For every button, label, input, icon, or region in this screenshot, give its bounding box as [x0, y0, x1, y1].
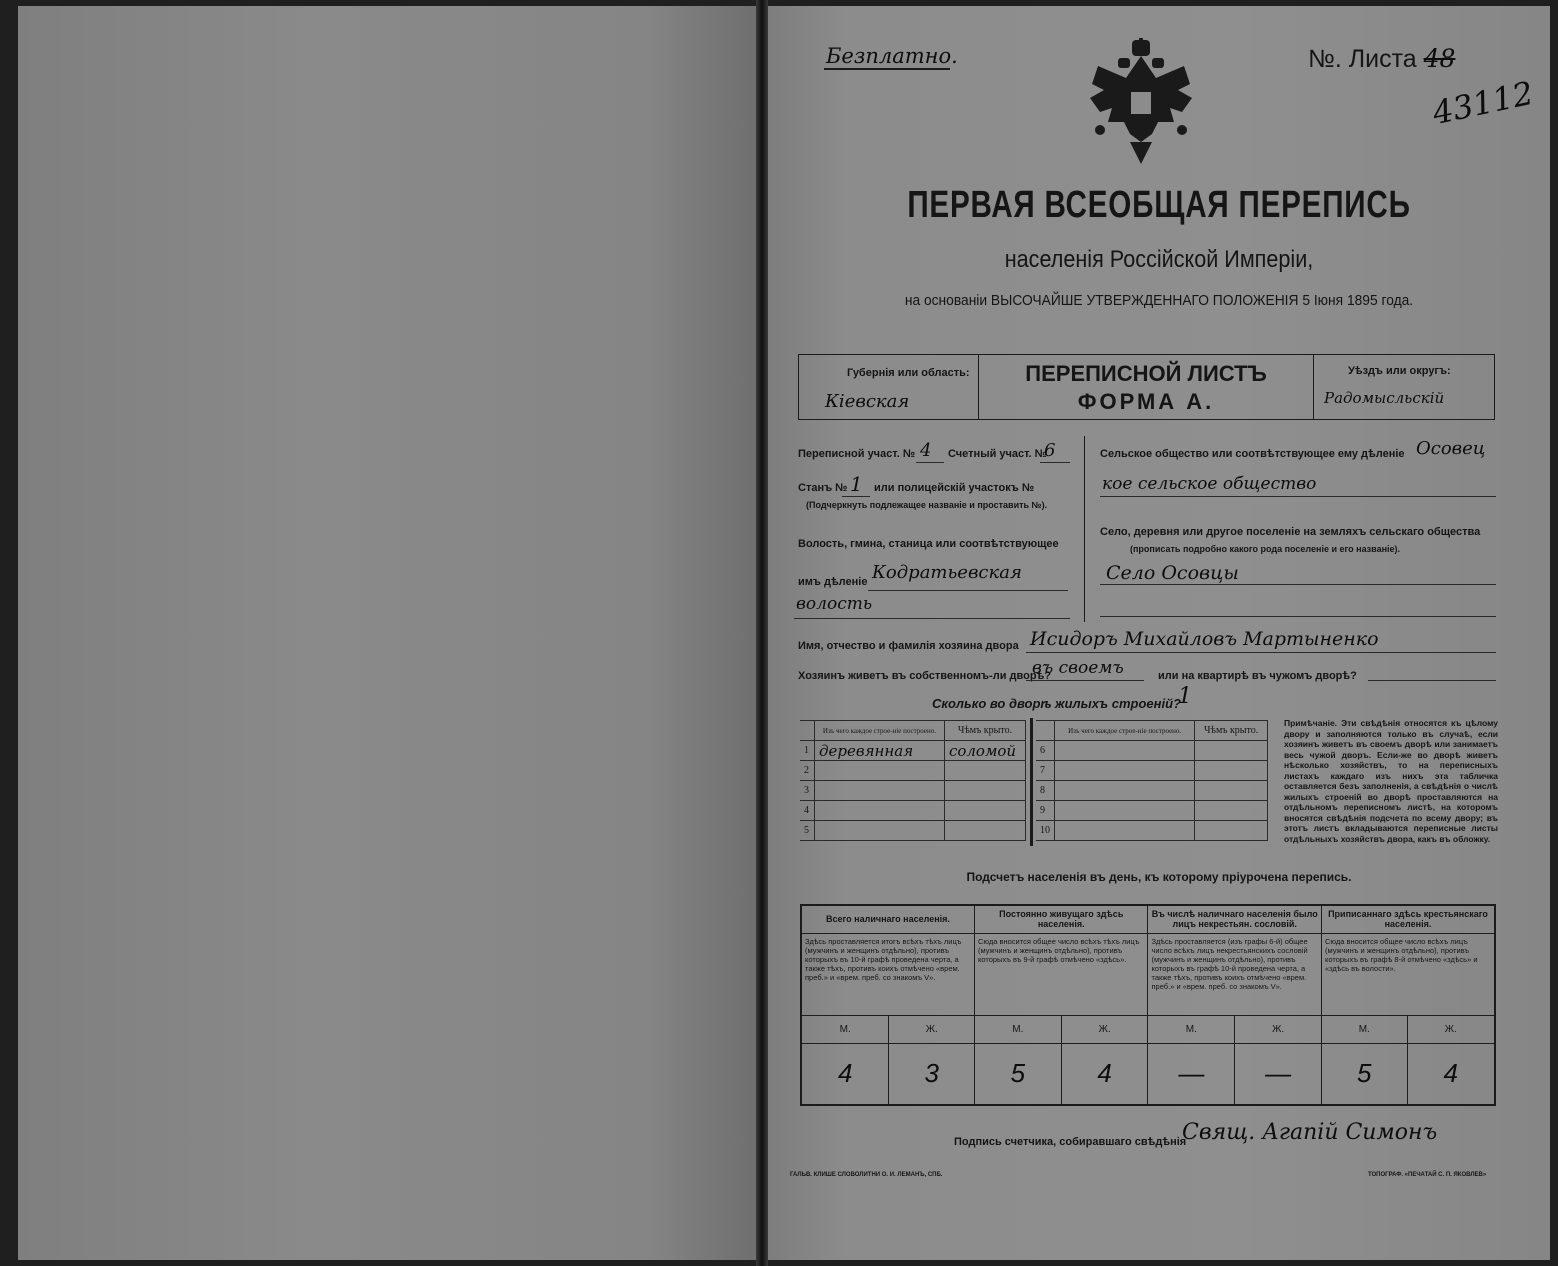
col-material-header: Изъ чего каждое строе-ніе построено.	[1055, 721, 1195, 741]
count-section-value: 6	[1044, 440, 1056, 461]
pop-col-2-desc: Сюда вносится общее число всѣхъ тѣхъ лицъ (мужчинъ и женщинъ отдѣльно), противъ которыхъ въ 9-й графѣ отмѣчено «здѣсь».	[974, 933, 1148, 1015]
pop-col-4-desc: Сюда вносится общее число всѣхъ лицъ (мужчинъ и женщинъ отдѣльно), противъ которыхъ въ графѣ 8-й отмѣчено «здѣсь» и «здѣсь въ волости».	[1321, 933, 1495, 1015]
double-headed-eagle-icon	[1086, 38, 1196, 166]
district-value: Радомысльскій	[1324, 389, 1445, 407]
note-title: Примѣчаніе.	[1284, 718, 1338, 728]
pop-col-2-head: Постоянно живущаго здѣсь населенія.	[974, 905, 1148, 933]
sheet-number-label: №. Листа	[1308, 45, 1417, 73]
male-label: М.	[1148, 1015, 1235, 1043]
volost-label: Волость, гмина, станица или соотвѣтствующее	[798, 538, 1059, 550]
pop-col-4-head: Приписаннаго здѣсь крестьянскаго населенія.	[1321, 905, 1495, 933]
population-table	[800, 904, 1496, 1106]
buildings-table-left	[800, 720, 1026, 841]
owner-name-line	[1026, 652, 1496, 653]
free-underline	[824, 68, 950, 70]
count-section-label: Счетный участ. №	[948, 448, 1047, 460]
male-label: М.	[974, 1015, 1061, 1043]
form-title-box	[978, 354, 1314, 420]
table-row: 6	[1036, 741, 1268, 761]
volost-value-2: волость	[796, 594, 873, 614]
buildings-table-right	[1036, 720, 1268, 841]
owner-lives-value: въ своемъ	[1032, 658, 1124, 678]
form-main-title: ПЕРВАЯ ВСЕОБЩАЯ ПЕРЕПИСЬ	[907, 184, 1411, 226]
owner-lives-label-2: или на квартирѣ въ чужомъ дворѣ?	[1158, 670, 1357, 682]
archive-number: 43112	[1429, 73, 1537, 133]
table-row: 10	[1036, 821, 1268, 841]
stan-line	[842, 496, 870, 497]
census-form-page	[768, 6, 1550, 1260]
society-label: Сельское общество или соотвѣтствующее ему дѣленіе	[1100, 448, 1405, 460]
pop-4-female: 4	[1407, 1043, 1495, 1105]
volost-line-2	[794, 618, 1070, 619]
owner-lives-line	[1026, 680, 1144, 681]
buildings-count-value: 1	[1178, 684, 1192, 709]
female-label: Ж.	[1235, 1015, 1322, 1043]
stan-note: (Подчеркнуть подлежащее названіе и проставить №).	[806, 500, 1048, 510]
free-stamp: Безплатно.	[826, 44, 958, 68]
table-row: 5	[800, 821, 1026, 841]
province-label: Губернія или область:	[847, 367, 970, 379]
society-line	[1100, 496, 1496, 497]
village-line	[1100, 584, 1496, 585]
owner-name-label: Имя, отчество и фамилія хозяина двора	[798, 640, 1019, 652]
village-value: Село Осовцы	[1106, 562, 1239, 584]
field-column-divider	[1084, 436, 1085, 622]
table-row: 7	[1036, 761, 1268, 781]
form-basis: на основаніи ВЫСОЧАЙШЕ УТВЕРЖДЕННАГО ПОЛОЖЕНІЯ 5 Іюня 1895 года.	[904, 292, 1414, 309]
pop-2-female: 4	[1061, 1043, 1148, 1105]
pop-3-female: —	[1235, 1043, 1322, 1105]
table-row: 9	[1036, 801, 1268, 821]
volost-line	[868, 590, 1068, 591]
book-spine	[756, 0, 768, 1266]
society-value: Осовец	[1416, 438, 1486, 459]
village-label: Село, деревня или другое поселеніе на земляхъ сельскаго общества	[1100, 526, 1481, 538]
female-label: Ж.	[889, 1015, 975, 1043]
census-section-value: 4	[920, 440, 932, 461]
census-section-label: Переписной участ. №	[798, 448, 916, 460]
province-value: Кіевская	[825, 391, 910, 412]
pop-3-male: —	[1148, 1043, 1235, 1105]
female-label: Ж.	[1061, 1015, 1148, 1043]
district-box	[1312, 354, 1495, 420]
footer-right: ТОПОГРАФ. «ПЕЧАТАЙ С. П. ЯКОВЛЕВ»	[1368, 1172, 1487, 1178]
table-row: 2	[800, 761, 1026, 781]
note-text: Эти свѣдѣнія относятся къ цѣлому двору и заполняются только въ случаѣ, если хозяинъ живетъ въ своемъ дворѣ или занимаетъ весь чужой дворъ. Если-же во дворѣ живетъ нѣсколько хозяйствъ, то на переписныхъ листахъ каждаго изъ нихъ эта табличка оставляется безъ заполненія, а свѣдѣнія о числѣ жилыхъ строеній во дворѣ проставляются на отдѣльномъ переписномъ листѣ, на которомъ вносятся свѣдѣнія подсчета по всему двору; въ этотъ листъ вкладываются переписные листы отдѣльныхъ хозяйствъ двора, какъ въ обложку.	[1284, 718, 1498, 844]
pop-col-3-desc: Здѣсь проставляется (изъ графы 6-й) общее число всѣхъ лицъ некрестьянскихъ сословій (мужчинъ и женщинъ отдѣльно), противъ которыхъ въ графѣ 10-й проведена черта, а также тѣхъ, противъ коихъ отмѣчено «врем. преб.» и «врем. преб. со знакомъ V».	[1148, 933, 1322, 1015]
footer-left: ГАЛЬВ. КЛИШЕ СЛОВОЛИТНИ О. И. ЛЕМАНЪ, СПБ.	[790, 1172, 943, 1178]
pop-col-1-desc: Здѣсь проставляется итогъ всѣхъ тѣхъ лицъ (мужчинъ и женщинъ отдѣльно), противъ которыхъ въ 10-й графѣ проведена черта, а также тѣхъ, противъ коихъ отмѣчено «врем. преб.» и «врем. преб. со знакомъ V».	[801, 933, 974, 1015]
district-label: Уѣздъ или округъ:	[1348, 365, 1451, 377]
pop-1-female: 3	[889, 1043, 975, 1105]
volost-value: Кодратьевская	[872, 562, 1022, 583]
stan-label: Станъ №	[798, 482, 848, 494]
col-material-header: Изъ чего каждое строе-ніе построено.	[815, 721, 945, 741]
signature-value: Свящ. Агапій Симонъ	[1182, 1120, 1438, 1145]
population-title: Подсчетъ населенія въ день, къ которому пріурочена перепись.	[966, 870, 1352, 884]
owner-name-value: Исидоръ Михайловъ Мартыненко	[1030, 628, 1379, 650]
col-roof-header: Чѣмъ крыто.	[1195, 721, 1268, 741]
male-label: М.	[801, 1015, 889, 1043]
pop-col-1-head: Всего наличнаго населенія.	[801, 905, 974, 933]
left-page-blank	[18, 6, 756, 1260]
stan-value: 1	[850, 472, 863, 496]
province-box	[798, 354, 979, 420]
pop-1-male: 4	[801, 1043, 889, 1105]
signature-label: Подпись счетчика, собиравшаго свѣдѣнія	[954, 1136, 1187, 1148]
pop-2-male: 5	[974, 1043, 1061, 1105]
form-subtitle-a: ФОРМА А.	[1077, 389, 1215, 414]
female-label: Ж.	[1407, 1015, 1495, 1043]
volost-label-2: имъ дѣленіе	[798, 576, 868, 588]
form-title: ПЕРЕПИСНОЙ ЛИСТЪ	[1025, 361, 1267, 386]
table-row: 4	[800, 801, 1026, 821]
pop-4-male: 5	[1321, 1043, 1407, 1105]
village-line-2	[1100, 616, 1496, 617]
owner-lives-line-2	[1368, 680, 1496, 681]
sheet-number-value: 48	[1423, 44, 1456, 73]
col-roof-header: Чѣмъ крыто.	[944, 721, 1025, 741]
buildings-count-label: Сколько во дворѣ жилыхъ строеній?	[932, 696, 1181, 711]
census-section-line	[916, 462, 944, 463]
table-row: 8	[1036, 781, 1268, 801]
village-note: (прописать подробно какого рода поселеніе и его названіе).	[1130, 544, 1401, 554]
table-row: 1 деревянная соломой	[800, 741, 1026, 761]
count-section-line	[1040, 462, 1070, 463]
form-subtitle: населенія Россійской Имперіи,	[1004, 246, 1314, 273]
owner-lives-label: Хозяинъ живетъ въ собственномъ-ли дворѣ?	[798, 670, 1052, 682]
society-value-2: кое сельское общество	[1102, 474, 1317, 494]
buildings-table-double-rule	[1030, 718, 1033, 846]
table-row: 3	[800, 781, 1026, 801]
male-label: М.	[1321, 1015, 1407, 1043]
police-label: или полицейскій участокъ №	[874, 482, 1035, 494]
pop-col-3-head: Въ числѣ наличнаго населенія было лицъ некрестьян. сословій.	[1148, 905, 1322, 933]
sheet-number	[1308, 44, 1455, 74]
note-block	[1284, 718, 1498, 844]
